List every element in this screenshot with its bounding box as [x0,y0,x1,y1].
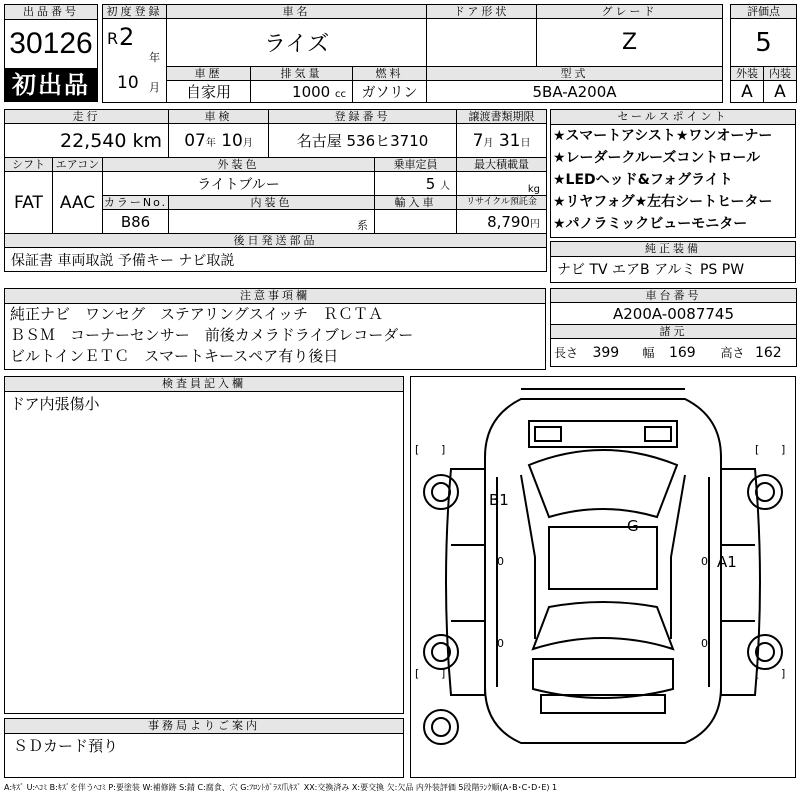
fuel-label: 燃料 [353,67,427,81]
sales-point-line: ★パノラミックビューモニター [553,216,748,232]
svg-text:[: [ [415,667,420,680]
length-label: 長さ [554,346,579,360]
height-label: 高さ [720,346,745,360]
spare-wheel [424,710,458,744]
inspector-label: 検査員記入欄 [5,377,403,392]
width-value: 169 [668,345,696,361]
specs-label: 諸元 [551,325,797,339]
displacement-value: 1000 [292,82,331,101]
chassis-value: A200A-0087745 [551,303,797,325]
office-value: ＳＤカード預り [13,737,119,755]
lot-number: 30126 [9,27,93,60]
capacity-value: 5 [425,174,436,193]
color-no-value: B86 [103,210,169,234]
recycle-unit: 円 [530,218,541,230]
car-name-label: 車名 [167,5,427,19]
score-value: 5 [731,19,797,67]
svg-text:[: [ [755,443,760,456]
wheel-front-left [424,475,458,509]
inspection-year: 07 [184,130,206,151]
detail-table [4,109,547,272]
header-table [102,4,723,103]
sales-points-box [550,109,796,238]
first-reg-label: 初度登録 [103,5,167,19]
shift-value: FAT [5,172,53,234]
inspection-label: 車検 [169,110,269,124]
later-parts-value: 保証書 車両取説 予備キー ナビ取説 [5,248,547,272]
genuine-value: ナビ TV エアB アルミ PS PW [557,262,745,278]
exterior-color-label: 外装色 [103,158,375,172]
car-roof-panel [549,527,657,589]
capacity-label: 乗車定員 [375,158,457,172]
mileage-label: 走行 [5,110,169,124]
car-left-side [446,469,485,695]
mileage-unit: km [132,129,163,152]
model-code-value: 5BA-A200A [427,81,723,103]
displacement-unit: cc [335,88,346,100]
inspector-value: ドア内張傷小 [10,395,100,413]
svg-text:]: ] [781,667,786,680]
shift-label: シフト [5,158,53,172]
lot-label: 出品番号 [5,5,97,20]
svg-text:0: 0 [497,637,504,650]
plate-label: 登録番号 [269,110,457,124]
transfer-label: 譲渡書類期限 [457,110,547,124]
car-front-lights [535,427,671,441]
genuine-label: 純正装備 [551,242,795,257]
sales-point-line: ★リヤフォグ★左右シートヒーター [553,194,773,210]
transfer-cell [457,124,547,158]
legend: A:ｷｽﾞ U:ﾍｺﾐ B:ｷｽﾞを伴うﾍｺﾐ P:要塗装 W:補修跡 S:錆 C:腐食、穴 G:ﾌﾛﾝﾄｶﾞﾗｽ爪ｷｽﾞ XX:交換済み X:要交換 欠:欠品 内外装評価 5段階ﾗﾝｸ順(A･B･C･D･E) 1 [4,783,558,792]
door-label: ドア形状 [427,5,537,19]
damage-mark-b1: B1 [489,491,509,509]
car-name: ライズ [167,19,427,67]
mileage-value: 22,540 [59,129,127,152]
sales-points-label: セールスポイント [551,110,795,125]
svg-text:]: ] [781,443,786,456]
first-reg-cell [103,19,167,103]
sales-point-line: ★LEDヘッド&フォグライト [553,172,733,188]
interior-color-suffix: 系 [357,219,369,232]
transfer-month: 7 [472,130,484,151]
length-cell [551,339,633,367]
genuine-box [550,241,796,283]
office-label: 事務局よりご案内 [5,719,403,734]
model-code-label: 型式 [427,67,723,81]
damage-mark-a1: A1 [717,553,737,571]
interior-color-cell [169,210,375,234]
ac-label: エアコン [53,158,103,172]
history-label: 車歴 [167,67,251,81]
length-value: 399 [592,345,620,361]
car-diagram [411,377,795,777]
displacement-label: 排気量 [251,67,353,81]
capacity-cell [375,172,457,196]
grade-value: Z [537,19,723,67]
svg-text:0: 0 [701,555,708,568]
inspection-month-unit: 月 [242,137,253,149]
office-box [4,718,404,778]
damage-mark-g: G [627,517,639,535]
car-diagram-box [410,376,796,778]
chassis-label: 車台番号 [551,289,797,303]
first-listing-badge: 初出品 [5,68,97,102]
car-trunk [533,659,673,698]
transfer-day-unit: 日 [520,137,531,149]
displacement-cell [251,81,353,103]
history-value: 自家用 [167,81,251,103]
color-no-label: カラーNo. [103,196,168,209]
car-right-side [721,469,760,695]
mileage-cell [5,124,169,158]
car-rear-window [533,602,673,649]
svg-text:]: ] [441,443,446,456]
recycle-label: リサイクル預託金 [457,196,547,210]
reg-year-unit: 年 [149,51,160,64]
import-value [375,210,457,234]
score-label: 評価点 [731,5,797,19]
svg-text:0: 0 [701,637,708,650]
sales-point-line: ★レーダークルーズコントロール [553,150,761,166]
note-line: 純正ナビ ワンセグ ステアリングスイッチ ＲＣＴＡ [10,305,384,323]
score-table [730,4,797,103]
height-cell [715,339,797,367]
height-value: 162 [754,345,782,361]
exterior-grade: A [731,81,764,103]
inspector-box [4,376,404,714]
capacity-unit: 人 [440,180,451,192]
width-label: 幅 [642,346,655,360]
max-load-unit: kg [527,184,541,195]
wheel-rear-left [424,635,458,669]
inspection-cell [169,124,269,158]
max-load-cell [457,172,547,196]
plate-value: 名古屋 536ヒ3710 [269,124,457,158]
lot-box [4,4,98,102]
note-line: ＢＳＭ コーナーセンサー 前後カメラドライブレコーダー [10,326,414,344]
notes-label: 注意事項欄 [5,289,545,304]
recycle-value: 8,790 [487,212,531,231]
svg-text:[: [ [415,443,420,456]
wheel-front-right [748,475,782,509]
reg-month-unit: 月 [149,81,160,94]
import-label: 輸入車 [375,196,457,210]
car-windshield [529,450,677,517]
interior-grade: A [764,81,797,103]
reg-month: 10 [117,73,139,93]
door-value [427,19,537,67]
recycle-cell [457,210,547,234]
inspection-year-unit: 年 [205,137,216,149]
chassis-table [550,288,797,367]
interior-color-label: 内装色 [169,196,375,210]
later-parts-label: 後日発送部品 [5,234,547,248]
note-line: ビルトインＥＴＣ スマートキースペア有り後日 [10,347,339,365]
fuel-value: ガソリン [353,81,427,103]
inspection-month: 10 [221,130,243,151]
transfer-month-unit: 月 [483,137,494,149]
svg-text:[: [ [755,667,760,680]
transfer-day: 31 [498,130,521,151]
max-load-label: 最大積載量 [457,158,547,172]
sales-point-line: ★スマートアシスト★ワンオーナー [553,128,773,144]
car-front-grille [529,421,677,447]
grade-label: グレード [537,5,723,19]
width-cell [633,339,715,367]
notes-box [4,288,546,370]
svg-text:0: 0 [497,555,504,568]
exterior-color-value: ライトブルー [103,172,375,196]
wheel-rear-right [748,635,782,669]
reg-era: R [107,29,119,48]
svg-text:]: ] [441,667,446,680]
car-roof-outline [485,389,721,743]
ac-value: AAC [53,172,103,234]
reg-year: 2 [119,23,135,51]
interior-label: 内装 [764,67,797,81]
exterior-label: 外装 [731,67,764,81]
